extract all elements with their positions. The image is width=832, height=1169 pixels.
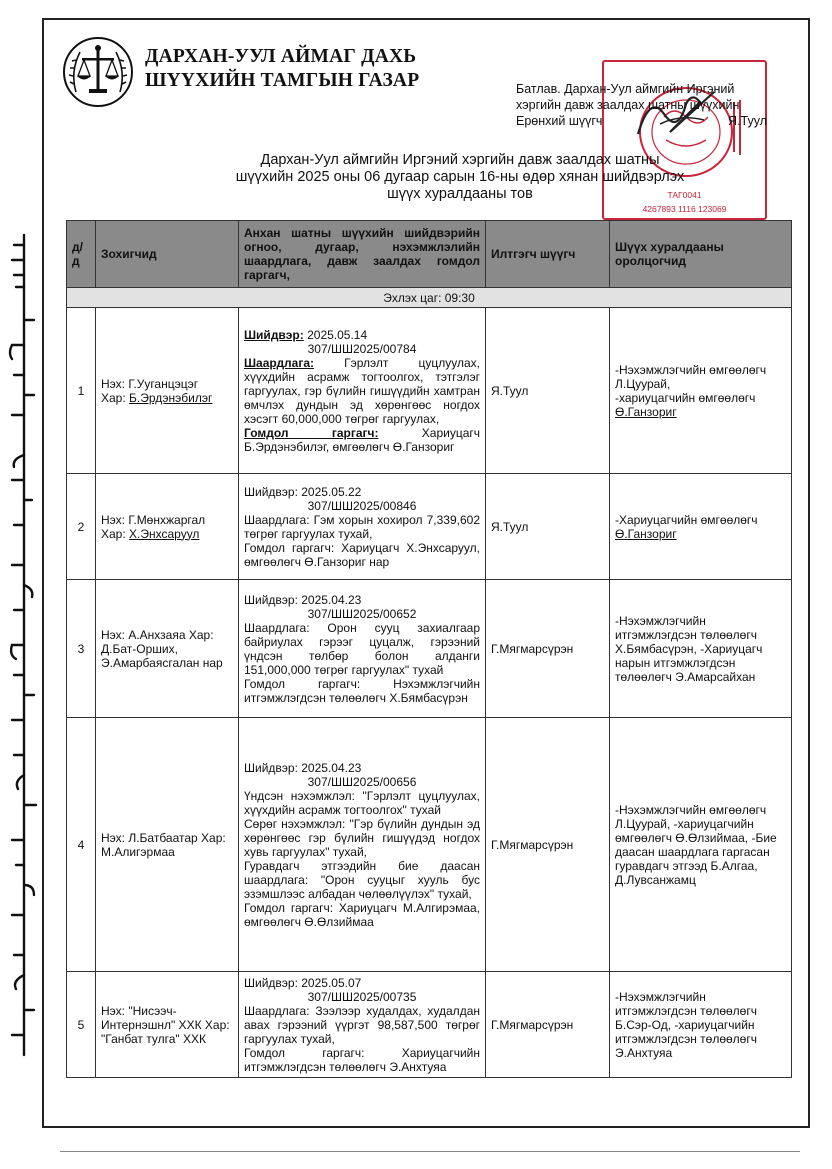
claim-label: Шаардлага: (244, 355, 315, 370)
row-participants: -Нэхэмжлэгчийн итгэмжлэгдсэн төлөөлөгч Б.Сэр-Од, -хариуцагчийн итгэмжлэгдсэн төлөөлөгч Э.Анхтуяа (610, 972, 792, 1078)
row-participants: -Нэхэмжлэгчийн өмгөөлөгч Л.Цуурай, -хариуцагчийн өмгөөлөгч Ө.Өлзиймаа, -Бие даасан шаардлага гаргасан гуравдагч этгээд Б.Алгаа, Д.Лувсанжамц (610, 718, 792, 972)
ruling-label: Шийдвэр: (244, 327, 304, 342)
row-number: 1 (67, 308, 96, 474)
table-row (67, 972, 792, 1078)
document-title (200, 152, 720, 203)
stamp-code-1: ТАГ0041 (667, 190, 702, 200)
approval-position: Ерөнхий шүүгч (516, 114, 603, 128)
third-party-claim-text: Гуравдагч этгээдийн бие даасан шаардлага: "Орон сууцыг хууль бус эзэмшлээс албадан чөлөөлүүлэх" тухай, (244, 858, 480, 901)
ruling-number: 307/ШШ2025/00652 (307, 606, 417, 621)
ruling-date: 2025.05.14 (303, 327, 368, 342)
ruling-number: 307/ШШ2025/00735 (307, 989, 417, 1004)
participant-2: -хариуцагчийн өмгөөлөгч (615, 390, 756, 405)
approval-judge-name: Я.Туул (728, 114, 767, 128)
table-row (67, 580, 792, 718)
appeal-text: Хариуцагч Б.Эрдэнэбилэг, өмгөөлөгч Ө.Ганзориг (244, 425, 480, 454)
scales-of-justice-emblem (62, 36, 134, 108)
claim-text: Шаардлага: Зээлээр худалдах, худалдан авах гэрээний үүргэт 98,587,500 төгрөг гаргуулах тухай, (244, 1003, 480, 1046)
row-number: 4 (67, 718, 96, 972)
org-name-line2: ШҮҮХИЙН ТАМГЫН ГАЗАР (145, 70, 420, 91)
row-number: 3 (67, 580, 96, 718)
claim-text: Гэрлэлт цуцлуулах, хүүхдийн асрамж тогтоолгох, тэтгэлэг гаргуулах, гэр бүлийн гишүүдийн хамтран өмчлэх дундын эд хөрөнгөөс ногдох хэсэгт 60,000,000 төгрөг гаргуулах, (244, 355, 480, 426)
header-number: д/ д (67, 221, 96, 288)
org-name-line1: ДАРХАН-УУЛ АЙМАГ ДАХЬ (145, 46, 417, 67)
ruling-date: Шийдвэр: 2025.04.23 (244, 592, 362, 607)
start-time-row (67, 288, 792, 308)
participant-2-name: Ө.Ганзориг (615, 404, 677, 419)
defendant-label: Хар: (101, 526, 130, 541)
claim-text: Шаардлага: Гэм хорын хохирол 7,339,602 төгрөг гаргуулах тухай, (244, 512, 480, 541)
stamp-code-2: 4267893 1116 123069 (642, 204, 727, 214)
table-header-row (67, 221, 792, 288)
table-row (67, 474, 792, 580)
row-ruling (239, 718, 486, 972)
header-parties: Зохигчид (96, 221, 239, 288)
hearing-schedule-table (66, 220, 792, 1078)
row-judge: Г.Мягмарсүрэн (486, 718, 610, 972)
table-row (67, 308, 792, 474)
approval-line2: хэргийн давж заалдах шатны шүүхийн (516, 98, 740, 112)
plaintiff: Нэх: Г.Мөнхжаргал (101, 512, 206, 527)
main-claim-text: Үндсэн нэхэмжлэл: "Гэрлэлт цуцлуулах, хүүхдийн асрамж тогтоолгох" тухай (244, 788, 480, 817)
table-row (67, 718, 792, 972)
header-judge: Илтгэгч шүүгч (486, 221, 610, 288)
ruling-number: 307/ШШ2025/00846 (307, 498, 417, 513)
ruling-number: 307/ШШ2025/00656 (307, 774, 417, 789)
row-parties: Нэх: "Нисээч-Интернэшнл" ХХК Хар: "Ганбат тулга" ХХК (96, 972, 239, 1078)
row-judge: Г.Мягмарсүрэн (486, 580, 610, 718)
ruling-date: Шийдвэр: 2025.05.22 (244, 484, 362, 499)
appeal-text: Гомдол гаргагч: Хариуцагч М.Алгирэмаа, өмгөөлөгч Ө.Өлзиймаа (244, 900, 480, 929)
ruling-date: Шийдвэр: 2025.04.23 (244, 760, 362, 775)
title-line1: Дархан-Уул аймгийн Иргэний хэргийн давж заалдах шатны (260, 152, 660, 168)
row-number: 5 (67, 972, 96, 1078)
claim-text: Шаардлага: Орон сууц захиалгаар байриулах гэрээг цуцалж, гэрээний үндсэн төлбөр болон алданги 151,000,000 төгрөг гаргуулах" тухай (244, 620, 480, 677)
row-ruling (239, 972, 486, 1078)
appeal-text: Гомдол гаргагч: Хариуцагчийн итгэмжлэгдсэн төлөөлөгч Э.Анхтуяа (244, 1045, 480, 1074)
row-parties: Нэх: А.Анхзаяа Хар: Д.Бат-Орших, Э.Амарбаясгалан нар (96, 580, 239, 718)
row-parties (96, 474, 239, 580)
counter-claim-text: Сөрөг нэхэмжлэл: "Гэр бүлийн дундын эд хөрөнгөөс гэр бүлийн гишүүдэд ногдох хувь гаргуулах" тухай, (244, 816, 480, 859)
ruling-number: 307/ШШ2025/00784 (307, 341, 417, 356)
participant-1: -Нэхэмжлэгчийн өмгөөлөгч Л.Цуурай, (615, 362, 767, 391)
row-ruling (239, 580, 486, 718)
title-line3: шүүх хуралдааны тов (387, 186, 533, 202)
row-judge: Я.Туул (486, 308, 610, 474)
defendant: Х.Энхсаруул (129, 526, 200, 541)
footer-rule (60, 1151, 800, 1152)
row-parties: Нэх: Л.Батбаатар Хар: М.Алигэрмаа (96, 718, 239, 972)
organization-name (145, 45, 419, 93)
row-parties (96, 308, 239, 474)
defendant-label: Хар: (101, 390, 130, 405)
row-judge: Я.Туул (486, 474, 610, 580)
row-judge: Г.Мягмарсүрэн (486, 972, 610, 1078)
row-ruling (239, 308, 486, 474)
appeal-text: Гомдол гаргагч: Нэхэмжлэгчийн итгэмжлэгдсэн төлөөлөгч Х.Бямбасүрэн (244, 676, 480, 705)
row-participants (610, 308, 792, 474)
defendant: Б.Эрдэнэбилэг (129, 390, 213, 405)
start-time: Эхлэх цаг: 09:30 (67, 288, 792, 308)
participant-1: -Хариуцагчийн өмгөөлөгч (615, 512, 758, 527)
participant-1-name: Ө.Ганзориг (615, 526, 677, 541)
ruling-date: Шийдвэр: 2025.05.07 (244, 975, 362, 990)
plaintiff: Нэх: Г.Ууганцэцэг (101, 376, 199, 391)
appeal-label: Гомдол гаргагч: (244, 425, 379, 440)
header-participants: Шүүх хуралдааны оролцогчид (610, 221, 792, 288)
row-participants (610, 474, 792, 580)
row-number: 2 (67, 474, 96, 580)
row-participants: -Нэхэмжлэгчийн итгэмжлэгдсэн төлөөлөгч Х.Бямбасүрэн, -Хариуцагч нарын итгэмжлэгдсэн төлөөлөгч Э.Амарсайхан (610, 580, 792, 718)
approval-block (516, 81, 781, 129)
approval-line1: Батлав. Дархан-Уул аймгийн Иргэний (516, 82, 735, 96)
approval-line3 (516, 113, 781, 129)
title-line2: шүүхийн 2025 оны 06 дугаар сарын 16-ны өдөр хянан шийдвэрлэх (235, 169, 685, 185)
appeal-text: Гомдол гаргагч: Хариуцагч Х.Энхсаруул, өмгөөлөгч Ө.Ганзориг нар (244, 540, 480, 569)
mongolian-script-vertical-text (6, 225, 42, 1065)
row-ruling (239, 474, 486, 580)
header-ruling: Анхан шатны шүүхийн шийдвэрийн огноо, дугаар, нэхэмжлэлийн шаардлага, давж заалдах гомдол гаргагч, (239, 221, 486, 288)
